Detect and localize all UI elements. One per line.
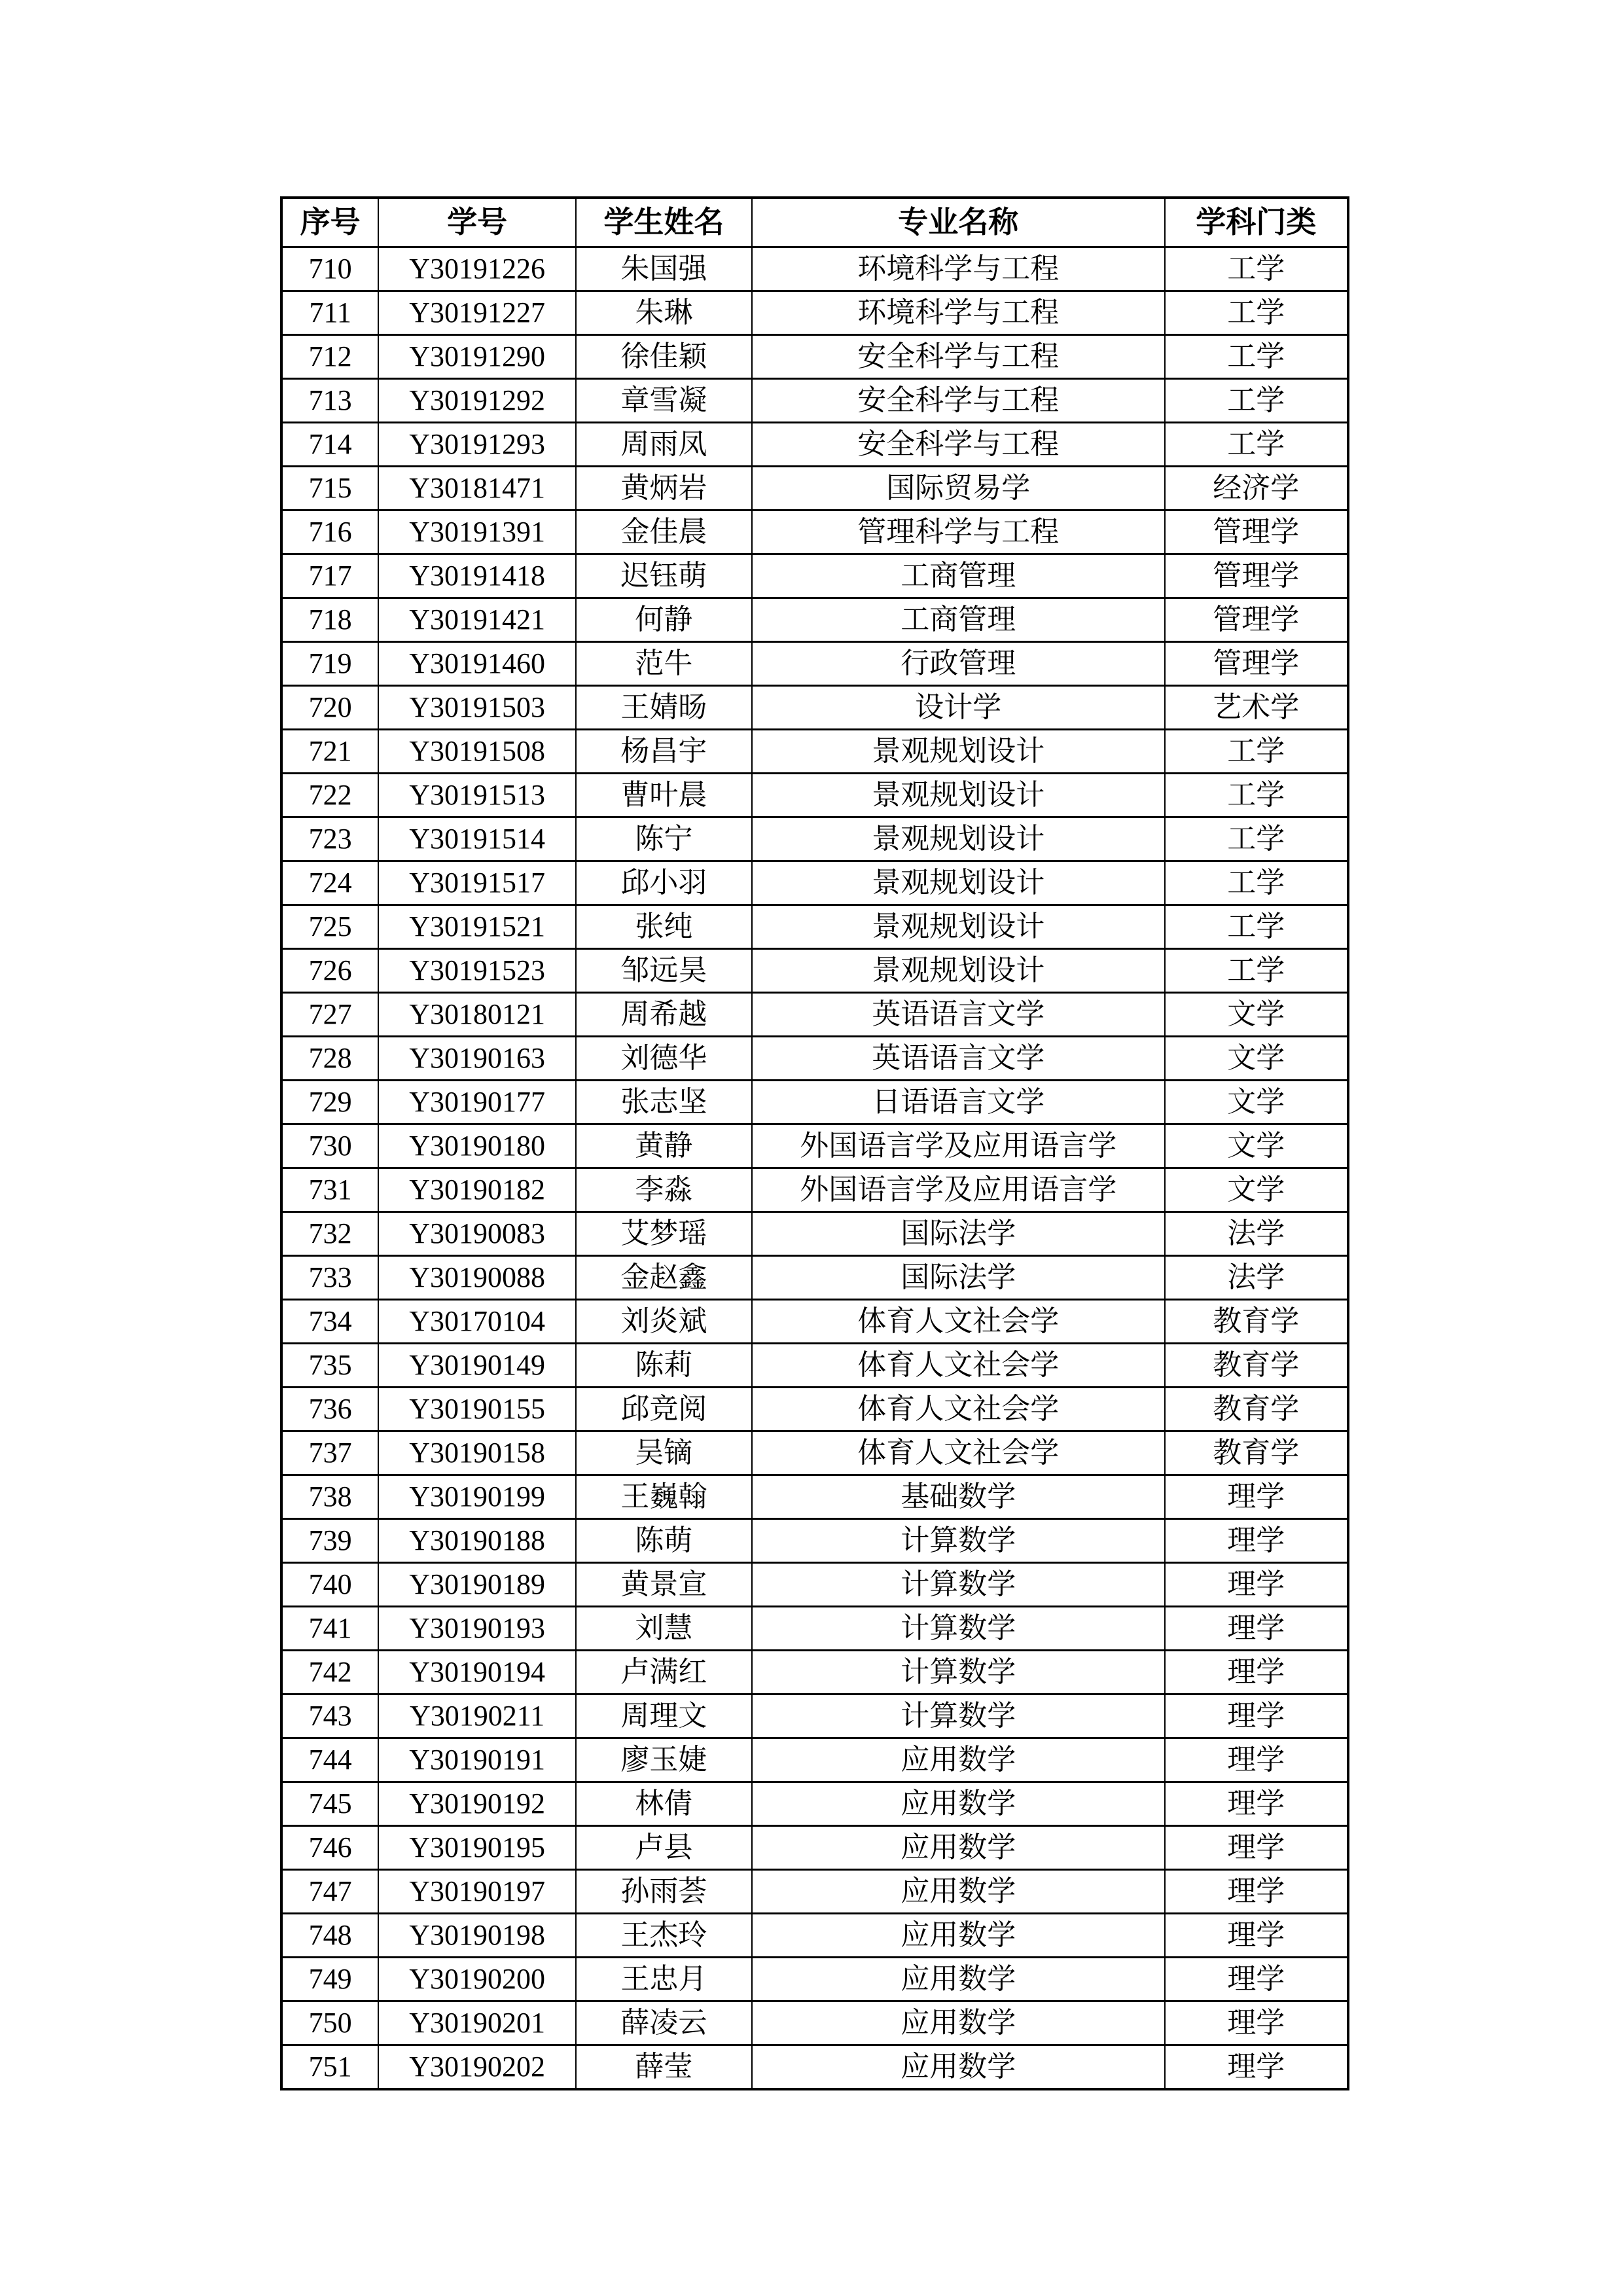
cell-major: 应用数学 xyxy=(752,2045,1165,2090)
cell-major: 景观规划设计 xyxy=(752,817,1165,861)
cell-name: 陈萌 xyxy=(576,1519,752,1563)
cell-category: 理学 xyxy=(1165,1958,1348,2001)
cell-major: 计算数学 xyxy=(752,1695,1165,1738)
table-header-row xyxy=(281,198,1348,247)
cell-id: Y30190149 xyxy=(378,1344,576,1388)
cell-seq: 749 xyxy=(281,1958,378,2001)
cell-id: Y30191290 xyxy=(378,335,576,379)
cell-name: 陈宁 xyxy=(576,817,752,861)
table-row xyxy=(281,774,1348,817)
cell-category: 管理学 xyxy=(1165,554,1348,598)
cell-id: Y30190201 xyxy=(378,2001,576,2045)
cell-seq: 714 xyxy=(281,423,378,467)
cell-name: 黄静 xyxy=(576,1124,752,1168)
cell-id: Y30191460 xyxy=(378,642,576,686)
cell-major: 体育人文社会学 xyxy=(752,1388,1165,1431)
cell-category: 理学 xyxy=(1165,1563,1348,1607)
table-row xyxy=(281,1563,1348,1607)
cell-seq: 736 xyxy=(281,1388,378,1431)
cell-id: Y30190177 xyxy=(378,1081,576,1124)
cell-seq: 739 xyxy=(281,1519,378,1563)
cell-id: Y30190180 xyxy=(378,1124,576,1168)
cell-id: Y30191418 xyxy=(378,554,576,598)
cell-category: 工学 xyxy=(1165,905,1348,949)
cell-major: 应用数学 xyxy=(752,1782,1165,1826)
cell-id: Y30191226 xyxy=(378,247,576,291)
cell-category: 管理学 xyxy=(1165,511,1348,554)
cell-category: 文学 xyxy=(1165,1168,1348,1212)
cell-name: 周希越 xyxy=(576,993,752,1037)
cell-name: 朱琳 xyxy=(576,291,752,335)
table-row xyxy=(281,247,1348,291)
cell-name: 迟钰萌 xyxy=(576,554,752,598)
table-row xyxy=(281,1081,1348,1124)
cell-name: 林倩 xyxy=(576,1782,752,1826)
cell-id: Y30190197 xyxy=(378,1870,576,1914)
cell-name: 刘炎斌 xyxy=(576,1300,752,1344)
cell-major: 基础数学 xyxy=(752,1475,1165,1519)
cell-id: Y30191391 xyxy=(378,511,576,554)
cell-id: Y30190155 xyxy=(378,1388,576,1431)
cell-seq: 711 xyxy=(281,291,378,335)
cell-seq: 737 xyxy=(281,1431,378,1475)
cell-name: 周雨凤 xyxy=(576,423,752,467)
table-row xyxy=(281,1695,1348,1738)
cell-seq: 720 xyxy=(281,686,378,730)
cell-seq: 715 xyxy=(281,467,378,511)
cell-id: Y30191517 xyxy=(378,861,576,905)
cell-name: 杨昌宇 xyxy=(576,730,752,774)
table-row xyxy=(281,949,1348,993)
cell-id: Y30191521 xyxy=(378,905,576,949)
cell-category: 工学 xyxy=(1165,774,1348,817)
cell-major: 计算数学 xyxy=(752,1607,1165,1651)
table-row xyxy=(281,1168,1348,1212)
table-row xyxy=(281,1826,1348,1870)
cell-seq: 728 xyxy=(281,1037,378,1081)
cell-id: Y30191503 xyxy=(378,686,576,730)
cell-major: 环境科学与工程 xyxy=(752,291,1165,335)
cell-category: 法学 xyxy=(1165,1212,1348,1256)
cell-major: 应用数学 xyxy=(752,2001,1165,2045)
table-row xyxy=(281,730,1348,774)
cell-name: 陈莉 xyxy=(576,1344,752,1388)
cell-seq: 731 xyxy=(281,1168,378,1212)
cell-major: 英语语言文学 xyxy=(752,993,1165,1037)
cell-category: 理学 xyxy=(1165,1782,1348,1826)
table-row xyxy=(281,1256,1348,1300)
cell-name: 廖玉婕 xyxy=(576,1738,752,1782)
cell-name: 刘慧 xyxy=(576,1607,752,1651)
cell-id: Y30190191 xyxy=(378,1738,576,1782)
cell-category: 教育学 xyxy=(1165,1344,1348,1388)
cell-category: 文学 xyxy=(1165,1037,1348,1081)
cell-name: 王巍翰 xyxy=(576,1475,752,1519)
cell-category: 理学 xyxy=(1165,1870,1348,1914)
cell-id: Y30181471 xyxy=(378,467,576,511)
cell-category: 工学 xyxy=(1165,817,1348,861)
table-row xyxy=(281,1475,1348,1519)
cell-seq: 738 xyxy=(281,1475,378,1519)
cell-seq: 724 xyxy=(281,861,378,905)
cell-major: 国际法学 xyxy=(752,1256,1165,1300)
cell-seq: 723 xyxy=(281,817,378,861)
cell-category: 工学 xyxy=(1165,379,1348,423)
cell-seq: 734 xyxy=(281,1300,378,1344)
cell-seq: 722 xyxy=(281,774,378,817)
cell-category: 理学 xyxy=(1165,1826,1348,1870)
table-header xyxy=(281,198,1348,247)
cell-major: 英语语言文学 xyxy=(752,1037,1165,1081)
cell-category: 工学 xyxy=(1165,861,1348,905)
cell-seq: 748 xyxy=(281,1914,378,1958)
cell-category: 理学 xyxy=(1165,2001,1348,2045)
cell-seq: 743 xyxy=(281,1695,378,1738)
cell-id: Y30191513 xyxy=(378,774,576,817)
cell-major: 景观规划设计 xyxy=(752,949,1165,993)
cell-category: 理学 xyxy=(1165,1914,1348,1958)
cell-seq: 732 xyxy=(281,1212,378,1256)
cell-id: Y30191508 xyxy=(378,730,576,774)
cell-seq: 725 xyxy=(281,905,378,949)
cell-major: 应用数学 xyxy=(752,1958,1165,2001)
cell-name: 黄景宣 xyxy=(576,1563,752,1607)
cell-name: 卢满红 xyxy=(576,1651,752,1695)
cell-id: Y30190202 xyxy=(378,2045,576,2090)
cell-seq: 713 xyxy=(281,379,378,423)
column-header-major: 专业名称 xyxy=(752,198,1165,247)
cell-seq: 729 xyxy=(281,1081,378,1124)
cell-category: 教育学 xyxy=(1165,1388,1348,1431)
cell-major: 设计学 xyxy=(752,686,1165,730)
cell-major: 应用数学 xyxy=(752,1738,1165,1782)
column-header-seq: 序号 xyxy=(281,198,378,247)
cell-name: 薛莹 xyxy=(576,2045,752,2090)
cell-seq: 719 xyxy=(281,642,378,686)
cell-category: 理学 xyxy=(1165,2045,1348,2090)
cell-name: 李淼 xyxy=(576,1168,752,1212)
table-row xyxy=(281,598,1348,642)
table-row xyxy=(281,1300,1348,1344)
student-roster-table xyxy=(280,196,1349,2090)
cell-major: 计算数学 xyxy=(752,1651,1165,1695)
cell-id: Y30190192 xyxy=(378,1782,576,1826)
cell-name: 章雪凝 xyxy=(576,379,752,423)
cell-name: 王婧旸 xyxy=(576,686,752,730)
table-row xyxy=(281,1914,1348,1958)
table-row xyxy=(281,291,1348,335)
cell-major: 体育人文社会学 xyxy=(752,1344,1165,1388)
cell-name: 金赵鑫 xyxy=(576,1256,752,1300)
cell-category: 管理学 xyxy=(1165,642,1348,686)
cell-id: Y30170104 xyxy=(378,1300,576,1344)
cell-seq: 744 xyxy=(281,1738,378,1782)
cell-id: Y30190193 xyxy=(378,1607,576,1651)
table-row xyxy=(281,1124,1348,1168)
cell-id: Y30190199 xyxy=(378,1475,576,1519)
table-row xyxy=(281,467,1348,511)
cell-category: 工学 xyxy=(1165,949,1348,993)
table-row xyxy=(281,1519,1348,1563)
cell-id: Y30191421 xyxy=(378,598,576,642)
cell-name: 邹远昊 xyxy=(576,949,752,993)
cell-major: 外国语言学及应用语言学 xyxy=(752,1168,1165,1212)
cell-major: 应用数学 xyxy=(752,1870,1165,1914)
cell-category: 理学 xyxy=(1165,1475,1348,1519)
table-row xyxy=(281,511,1348,554)
cell-seq: 741 xyxy=(281,1607,378,1651)
cell-category: 工学 xyxy=(1165,423,1348,467)
cell-major: 行政管理 xyxy=(752,642,1165,686)
table-row xyxy=(281,1344,1348,1388)
cell-major: 外国语言学及应用语言学 xyxy=(752,1124,1165,1168)
cell-name: 徐佳颖 xyxy=(576,335,752,379)
cell-major: 工商管理 xyxy=(752,554,1165,598)
cell-seq: 717 xyxy=(281,554,378,598)
cell-id: Y30190088 xyxy=(378,1256,576,1300)
cell-seq: 747 xyxy=(281,1870,378,1914)
cell-category: 理学 xyxy=(1165,1519,1348,1563)
table-row xyxy=(281,686,1348,730)
cell-category: 工学 xyxy=(1165,730,1348,774)
cell-category: 管理学 xyxy=(1165,598,1348,642)
cell-name: 周理文 xyxy=(576,1695,752,1738)
cell-seq: 742 xyxy=(281,1651,378,1695)
cell-major: 应用数学 xyxy=(752,1826,1165,1870)
cell-category: 经济学 xyxy=(1165,467,1348,511)
table-row xyxy=(281,861,1348,905)
cell-category: 理学 xyxy=(1165,1695,1348,1738)
cell-major: 安全科学与工程 xyxy=(752,335,1165,379)
cell-major: 环境科学与工程 xyxy=(752,247,1165,291)
cell-seq: 730 xyxy=(281,1124,378,1168)
cell-seq: 716 xyxy=(281,511,378,554)
cell-id: Y30190194 xyxy=(378,1651,576,1695)
table-row xyxy=(281,1651,1348,1695)
cell-seq: 726 xyxy=(281,949,378,993)
cell-seq: 733 xyxy=(281,1256,378,1300)
cell-major: 体育人文社会学 xyxy=(752,1300,1165,1344)
cell-name: 范牛 xyxy=(576,642,752,686)
cell-id: Y30191292 xyxy=(378,379,576,423)
cell-id: Y30190189 xyxy=(378,1563,576,1607)
cell-category: 文学 xyxy=(1165,1124,1348,1168)
cell-major: 管理科学与工程 xyxy=(752,511,1165,554)
cell-id: Y30191514 xyxy=(378,817,576,861)
cell-category: 法学 xyxy=(1165,1256,1348,1300)
cell-major: 国际贸易学 xyxy=(752,467,1165,511)
cell-id: Y30191293 xyxy=(378,423,576,467)
column-header-category: 学科门类 xyxy=(1165,198,1348,247)
cell-seq: 740 xyxy=(281,1563,378,1607)
table-row xyxy=(281,379,1348,423)
cell-name: 薛凌云 xyxy=(576,2001,752,2045)
cell-name: 邱小羽 xyxy=(576,861,752,905)
table-row xyxy=(281,1037,1348,1081)
cell-seq: 746 xyxy=(281,1826,378,1870)
cell-category: 艺术学 xyxy=(1165,686,1348,730)
cell-name: 朱国强 xyxy=(576,247,752,291)
cell-major: 日语语言文学 xyxy=(752,1081,1165,1124)
cell-seq: 745 xyxy=(281,1782,378,1826)
cell-seq: 727 xyxy=(281,993,378,1037)
cell-category: 工学 xyxy=(1165,335,1348,379)
table-row xyxy=(281,1782,1348,1826)
table-row xyxy=(281,1738,1348,1782)
cell-category: 工学 xyxy=(1165,291,1348,335)
table-row xyxy=(281,1388,1348,1431)
cell-name: 王杰玲 xyxy=(576,1914,752,1958)
cell-name: 张志坚 xyxy=(576,1081,752,1124)
cell-name: 孙雨荟 xyxy=(576,1870,752,1914)
cell-major: 计算数学 xyxy=(752,1519,1165,1563)
column-header-id: 学号 xyxy=(378,198,576,247)
cell-id: Y30190195 xyxy=(378,1826,576,1870)
cell-major: 景观规划设计 xyxy=(752,774,1165,817)
cell-seq: 750 xyxy=(281,2001,378,2045)
cell-id: Y30190211 xyxy=(378,1695,576,1738)
cell-major: 体育人文社会学 xyxy=(752,1431,1165,1475)
table-row xyxy=(281,554,1348,598)
table-row xyxy=(281,1958,1348,2001)
cell-major: 安全科学与工程 xyxy=(752,379,1165,423)
cell-seq: 718 xyxy=(281,598,378,642)
cell-name: 艾梦瑶 xyxy=(576,1212,752,1256)
cell-major: 国际法学 xyxy=(752,1212,1165,1256)
cell-major: 安全科学与工程 xyxy=(752,423,1165,467)
table-row xyxy=(281,335,1348,379)
table-row xyxy=(281,1870,1348,1914)
cell-category: 教育学 xyxy=(1165,1431,1348,1475)
cell-id: Y30190188 xyxy=(378,1519,576,1563)
cell-id: Y30190083 xyxy=(378,1212,576,1256)
cell-name: 金佳晨 xyxy=(576,511,752,554)
cell-id: Y30180121 xyxy=(378,993,576,1037)
cell-id: Y30190200 xyxy=(378,1958,576,2001)
cell-name: 刘德华 xyxy=(576,1037,752,1081)
table-row xyxy=(281,1212,1348,1256)
cell-major: 景观规划设计 xyxy=(752,905,1165,949)
cell-major: 景观规划设计 xyxy=(752,730,1165,774)
cell-name: 吴镝 xyxy=(576,1431,752,1475)
cell-seq: 735 xyxy=(281,1344,378,1388)
table-row xyxy=(281,817,1348,861)
cell-name: 王忠月 xyxy=(576,1958,752,2001)
cell-name: 黄炳岩 xyxy=(576,467,752,511)
cell-name: 邱竞阅 xyxy=(576,1388,752,1431)
cell-category: 理学 xyxy=(1165,1607,1348,1651)
cell-id: Y30190163 xyxy=(378,1037,576,1081)
cell-seq: 710 xyxy=(281,247,378,291)
cell-category: 理学 xyxy=(1165,1651,1348,1695)
cell-category: 文学 xyxy=(1165,1081,1348,1124)
cell-id: Y30190198 xyxy=(378,1914,576,1958)
cell-name: 何静 xyxy=(576,598,752,642)
cell-major: 工商管理 xyxy=(752,598,1165,642)
cell-major: 应用数学 xyxy=(752,1914,1165,1958)
table-row xyxy=(281,1607,1348,1651)
cell-id: Y30191523 xyxy=(378,949,576,993)
cell-name: 张纯 xyxy=(576,905,752,949)
cell-id: Y30190158 xyxy=(378,1431,576,1475)
table-row xyxy=(281,1431,1348,1475)
table-row xyxy=(281,2001,1348,2045)
cell-id: Y30191227 xyxy=(378,291,576,335)
cell-category: 理学 xyxy=(1165,1738,1348,1782)
cell-seq: 712 xyxy=(281,335,378,379)
cell-category: 工学 xyxy=(1165,247,1348,291)
cell-name: 曹叶晨 xyxy=(576,774,752,817)
table-row xyxy=(281,993,1348,1037)
column-header-name: 学生姓名 xyxy=(576,198,752,247)
table-body xyxy=(281,247,1348,2090)
cell-category: 文学 xyxy=(1165,993,1348,1037)
cell-name: 卢县 xyxy=(576,1826,752,1870)
cell-seq: 751 xyxy=(281,2045,378,2090)
table-row xyxy=(281,423,1348,467)
table-row xyxy=(281,642,1348,686)
cell-id: Y30190182 xyxy=(378,1168,576,1212)
cell-major: 计算数学 xyxy=(752,1563,1165,1607)
cell-category: 教育学 xyxy=(1165,1300,1348,1344)
cell-seq: 721 xyxy=(281,730,378,774)
cell-major: 景观规划设计 xyxy=(752,861,1165,905)
table-row xyxy=(281,2045,1348,2090)
table-row xyxy=(281,905,1348,949)
